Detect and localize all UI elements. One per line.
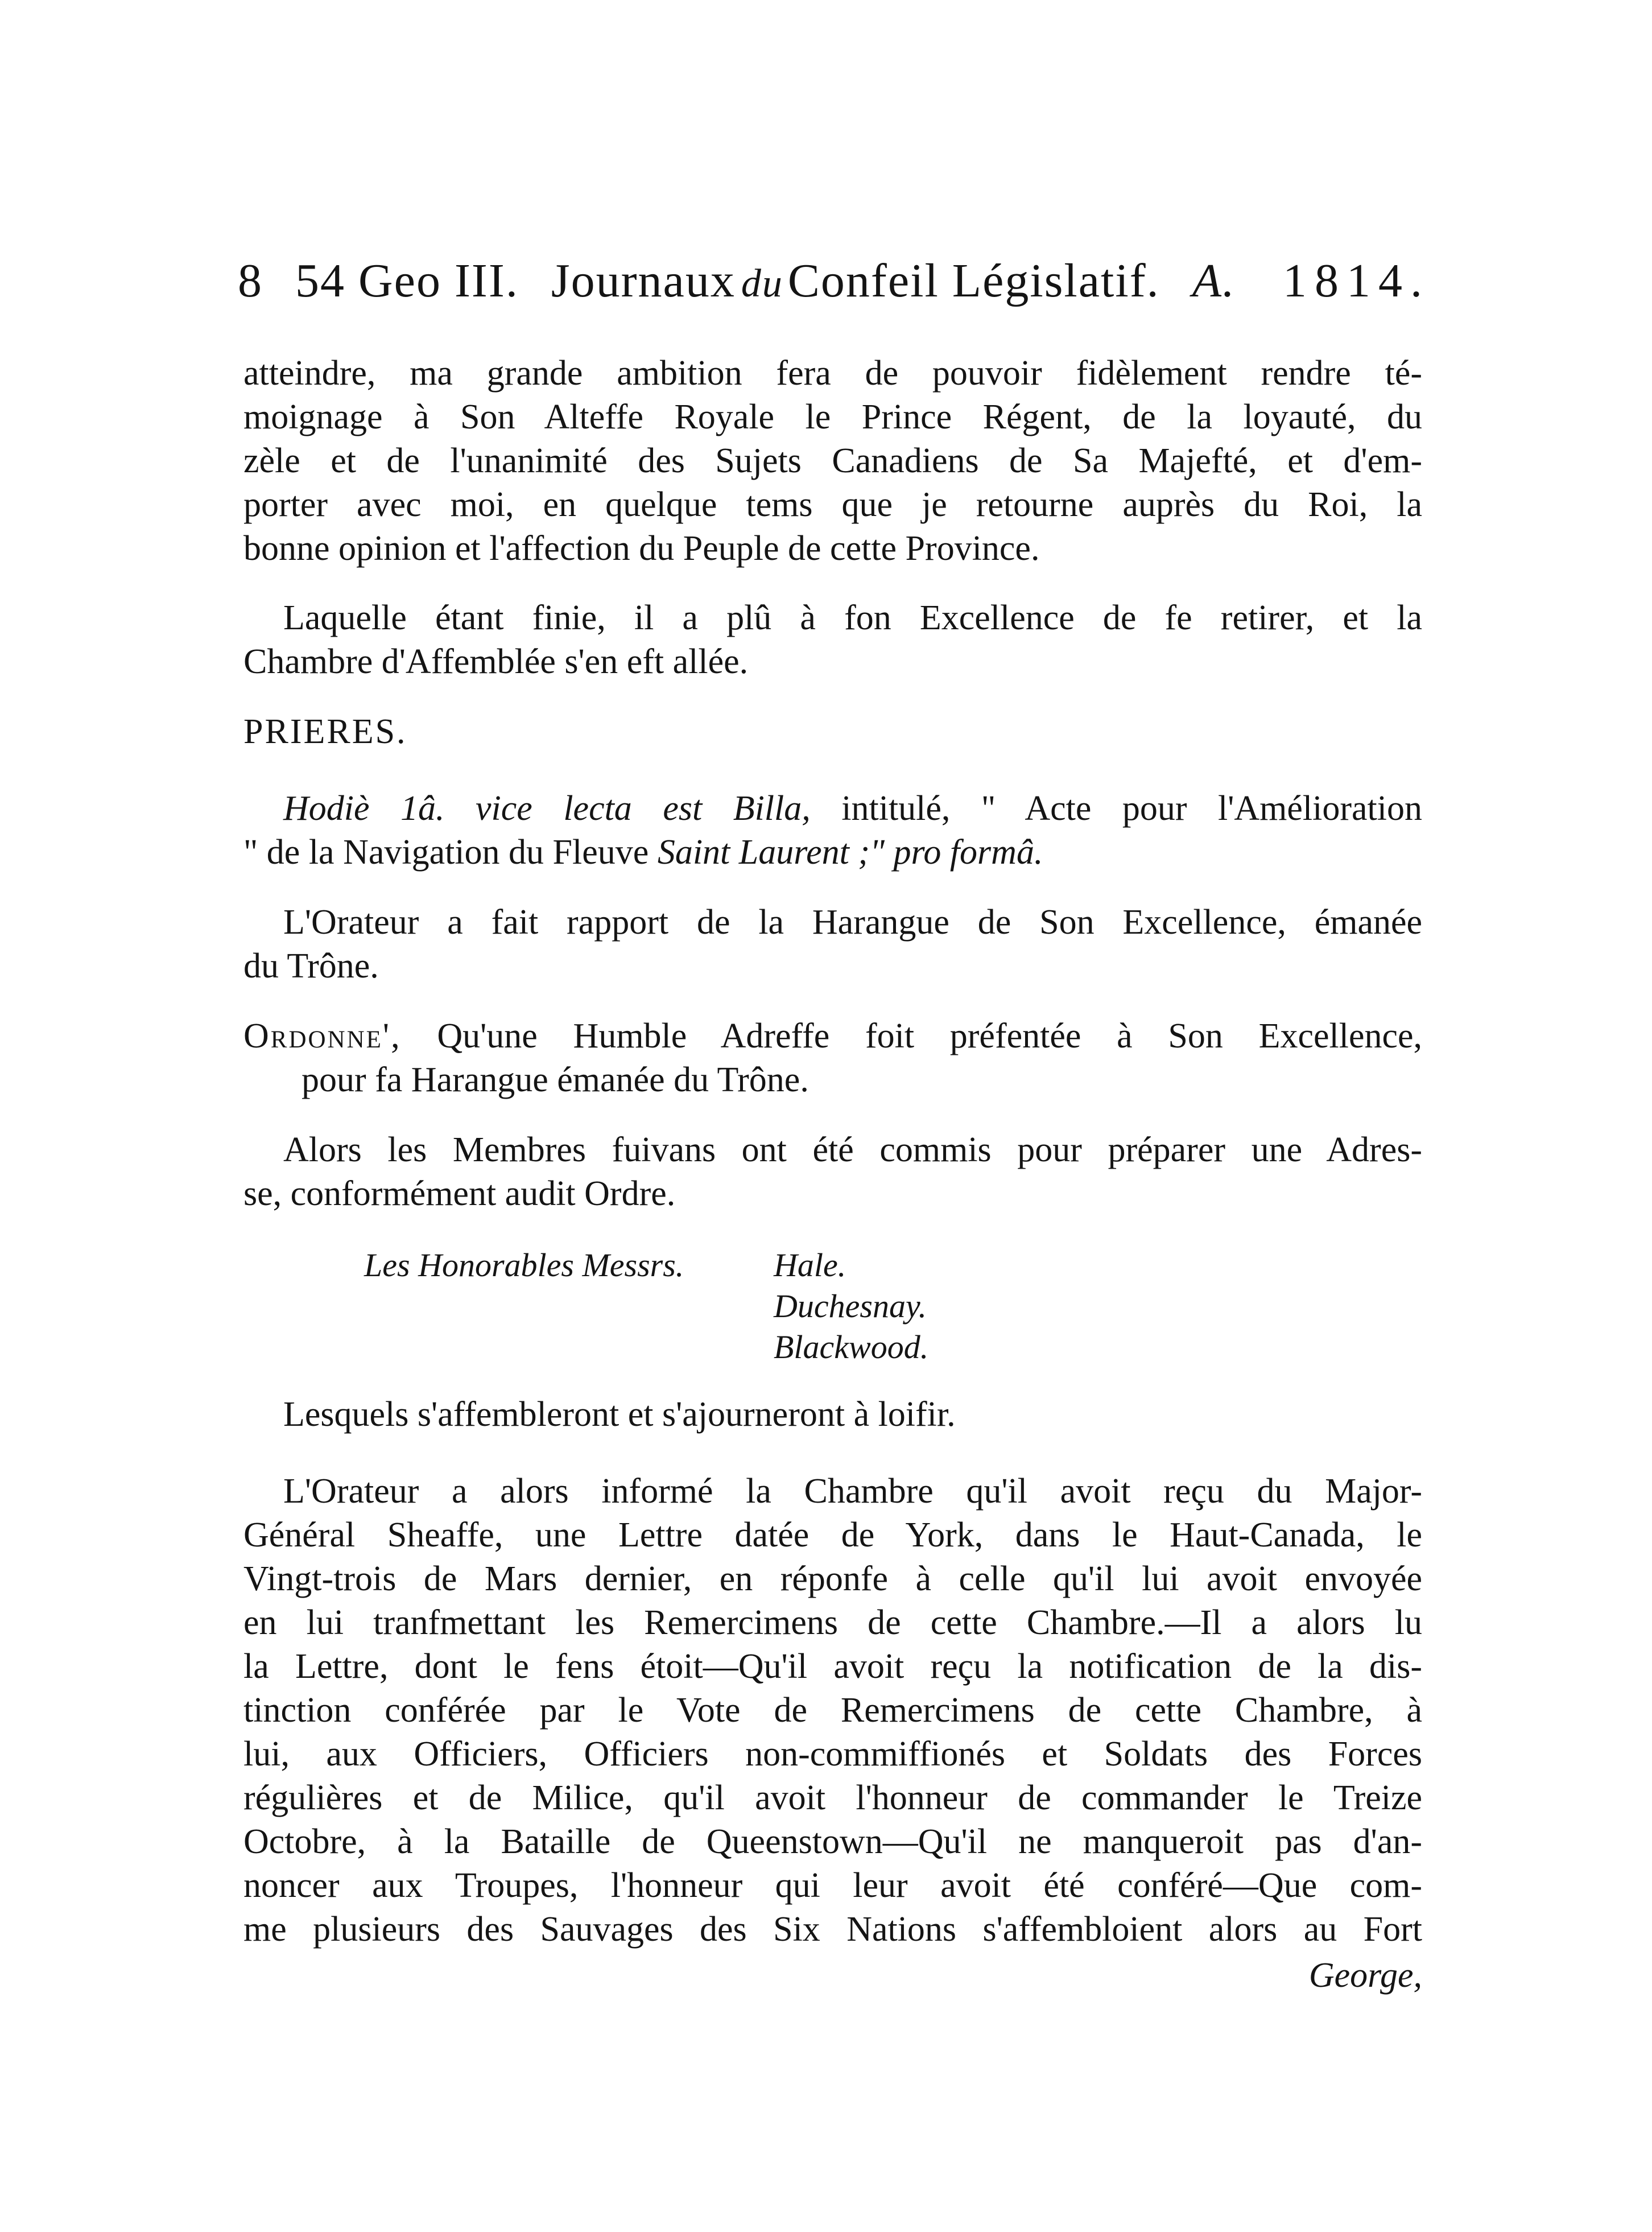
header-title-b: Confeil Législatif. [787, 254, 1160, 307]
header-year: 1814. [1283, 254, 1430, 307]
text-line: L'Orateur a fait rapport de la Harangue de Son Excellence, émanée [283, 903, 1422, 942]
text-line: Général Sheaffe, une Lettre datée de York, dans le Haut-Canada, le [243, 1516, 1422, 1554]
text-line: la Lettre, dont le fens étoit—Qu'il avoit reçu la notification de la dis- [243, 1647, 1422, 1686]
header-title-a: Journaux [551, 254, 736, 307]
text-line: du Trône. [243, 947, 379, 985]
text-line: noncer aux Troupes, l'honneur qui leur avoit été conféré—Que com- [243, 1866, 1422, 1905]
text-line: L'Orateur a alors informé la Chambre qu'il avoit reçu du Major- [283, 1472, 1422, 1511]
page-number: 8 [238, 254, 263, 307]
bill-line2-a: " de la Navigation du Fleuve [243, 833, 649, 872]
catchword: George, [1308, 1956, 1422, 1995]
ordonne-label: Ordonne', [243, 1017, 402, 1055]
header-title-du: du [741, 262, 783, 306]
text-line: zèle et de l'unanimité des Sujets Canadiens de Sa Majefté, et d'em- [243, 442, 1422, 480]
committee-member: Duchesnay. [774, 1288, 927, 1325]
bill-line-2 [243, 835, 1043, 870]
text-line: Octobre, à la Bataille de Queenstown—Qu'il ne manqueroit pas d'an- [243, 1822, 1422, 1861]
bill-title-start: intitulé, " Acte pour l'Amélioration [841, 789, 1422, 828]
section-heading-prieres: PRIERES. [243, 712, 407, 751]
text-line: tinction conférée par le Vote de Remercimens de cette Chambre, à [243, 1691, 1422, 1730]
text-line: en lui tranfmettant les Remercimens de cette Chambre.—Il a alors lu [243, 1603, 1422, 1642]
text-line: se, conformément audit Ordre. [243, 1174, 676, 1213]
text-line: Vingt-trois de Mars dernier, en réponfe à celle qu'il lui avoit envoyée [243, 1559, 1422, 1598]
bill-line-1 [283, 791, 1422, 826]
text-line: Alors les Membres fuivans ont été commis pour préparer une Adres- [283, 1131, 1422, 1169]
text-line: Lesquels s'affembleront et s'ajourneront à loifir. [283, 1395, 956, 1434]
text-line: régulières et de Milice, qu'il avoit l'honneur de commander le Treize [243, 1779, 1422, 1817]
session-label: 54 Geo III. [295, 254, 519, 307]
text-line: bonne opinion et l'affection du Peuple de cette Province. [243, 529, 1040, 568]
committee-label: Les Honorables Messrs. [364, 1247, 684, 1284]
text-line: lui, aux Officiers, Officiers non-commiffionés et Soldats des Forces [243, 1735, 1422, 1773]
text-line: moignage à Son Alteffe Royale le Prince Régent, de la loyauté, du [243, 398, 1422, 436]
text-line: Chambre d'Affemblée s'en eft allée. [243, 642, 749, 681]
text-line: pour fa Harangue émanée du Trône. [302, 1061, 809, 1099]
text-line: Laquelle étant finie, il a plû à fon Excellence de fe retirer, et la [283, 599, 1422, 637]
text-line: porter avec moi, en quelque tems que je retourne auprès du Roi, la [243, 485, 1422, 524]
committee-member: Hale. [774, 1247, 846, 1284]
text-line: atteindre, ma grande ambition fera de pouvoir fidèlement rendre té- [243, 354, 1422, 393]
bill-line2-italic: Saint Laurent ;" [657, 833, 885, 872]
ordonne-line-1 [243, 1018, 1422, 1054]
committee-member: Blackwood. [774, 1329, 929, 1365]
bill-latin: Hodiè 1â. vice lecta est Billa, [283, 789, 811, 828]
header-series: A. [1192, 254, 1236, 307]
ordonne-text: Qu'une Humble Adreffe foit préfentée à Son Excellence, [437, 1017, 1422, 1055]
bill-line2-b: pro formâ. [893, 833, 1043, 872]
running-header [238, 253, 1432, 308]
text-line: me plusieurs des Sauvages des Six Nations s'affembloient alors au Fort [243, 1910, 1422, 1949]
